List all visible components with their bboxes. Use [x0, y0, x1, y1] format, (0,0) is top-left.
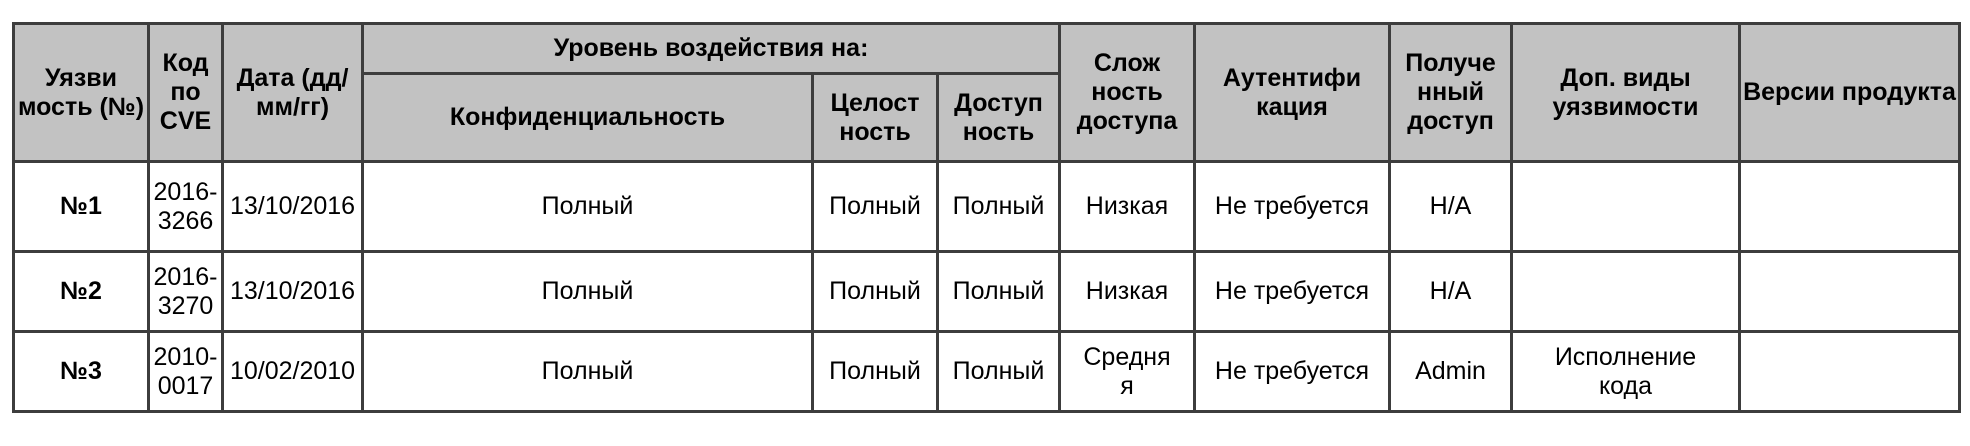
cell-confidentiality: Полный — [363, 252, 813, 332]
cell-access-complexity: Низкая — [1060, 162, 1195, 252]
table-row — [14, 332, 1960, 412]
col-header-product-versions: Версии продукта — [1740, 24, 1960, 162]
vulnerability-table — [12, 22, 1961, 413]
cell-cve: 2010-0017 — [149, 332, 223, 412]
cell-gained-access: Н/А — [1390, 252, 1512, 332]
cell-gained-access: Н/А — [1390, 162, 1512, 252]
cell-access-complexity: Средняя — [1060, 332, 1195, 412]
cell-additional-types — [1512, 252, 1740, 332]
col-header-cve: Код по CVE — [149, 24, 223, 162]
table-header — [14, 24, 1960, 162]
cell-vulnerability-id: №1 — [14, 162, 149, 252]
col-header-integrity: Целост ность — [813, 74, 938, 162]
cell-availability: Полный — [938, 332, 1060, 412]
cell-vulnerability-id: №3 — [14, 332, 149, 412]
cell-confidentiality: Полный — [363, 332, 813, 412]
cell-additional-types: Исполнение кода — [1512, 332, 1740, 412]
table-row — [14, 252, 1960, 332]
cell-product-versions — [1740, 162, 1960, 252]
cell-authentication: Не требуется — [1195, 162, 1390, 252]
cell-cve: 2016-3266 — [149, 162, 223, 252]
col-header-availability: Доступ ность — [938, 74, 1060, 162]
table-row — [14, 162, 1960, 252]
cell-gained-access: Admin — [1390, 332, 1512, 412]
col-header-gained-access: Получе нный доступ — [1390, 24, 1512, 162]
cell-integrity: Полный — [813, 162, 938, 252]
cell-availability: Полный — [938, 252, 1060, 332]
cell-integrity: Полный — [813, 332, 938, 412]
col-header-authentication: Аутентифи кация — [1195, 24, 1390, 162]
cell-availability: Полный — [938, 162, 1060, 252]
cell-access-complexity: Низкая — [1060, 252, 1195, 332]
table-body — [14, 162, 1960, 412]
impact-group-header: Уровень воздействия на: — [363, 24, 1060, 74]
col-header-date: Дата (дд/ мм/гг) — [223, 24, 363, 162]
cell-vulnerability-id: №2 — [14, 252, 149, 332]
cell-date: 13/10/2016 — [223, 252, 363, 332]
col-header-access-complexity: Слож ность доступа — [1060, 24, 1195, 162]
cell-confidentiality: Полный — [363, 162, 813, 252]
cell-date: 10/02/2010 — [223, 332, 363, 412]
cell-product-versions — [1740, 252, 1960, 332]
cell-product-versions — [1740, 332, 1960, 412]
cell-cve: 2016-3270 — [149, 252, 223, 332]
col-header-confidentiality: Конфиденциальность — [363, 74, 813, 162]
col-header-vulnerability: Уязви мость (№) — [14, 24, 149, 162]
col-header-additional-types: Доп. виды уязвимости — [1512, 24, 1740, 162]
cell-date: 13/10/2016 — [223, 162, 363, 252]
cell-authentication: Не требуется — [1195, 252, 1390, 332]
cell-integrity: Полный — [813, 252, 938, 332]
cell-additional-types — [1512, 162, 1740, 252]
cell-authentication: Не требуется — [1195, 332, 1390, 412]
